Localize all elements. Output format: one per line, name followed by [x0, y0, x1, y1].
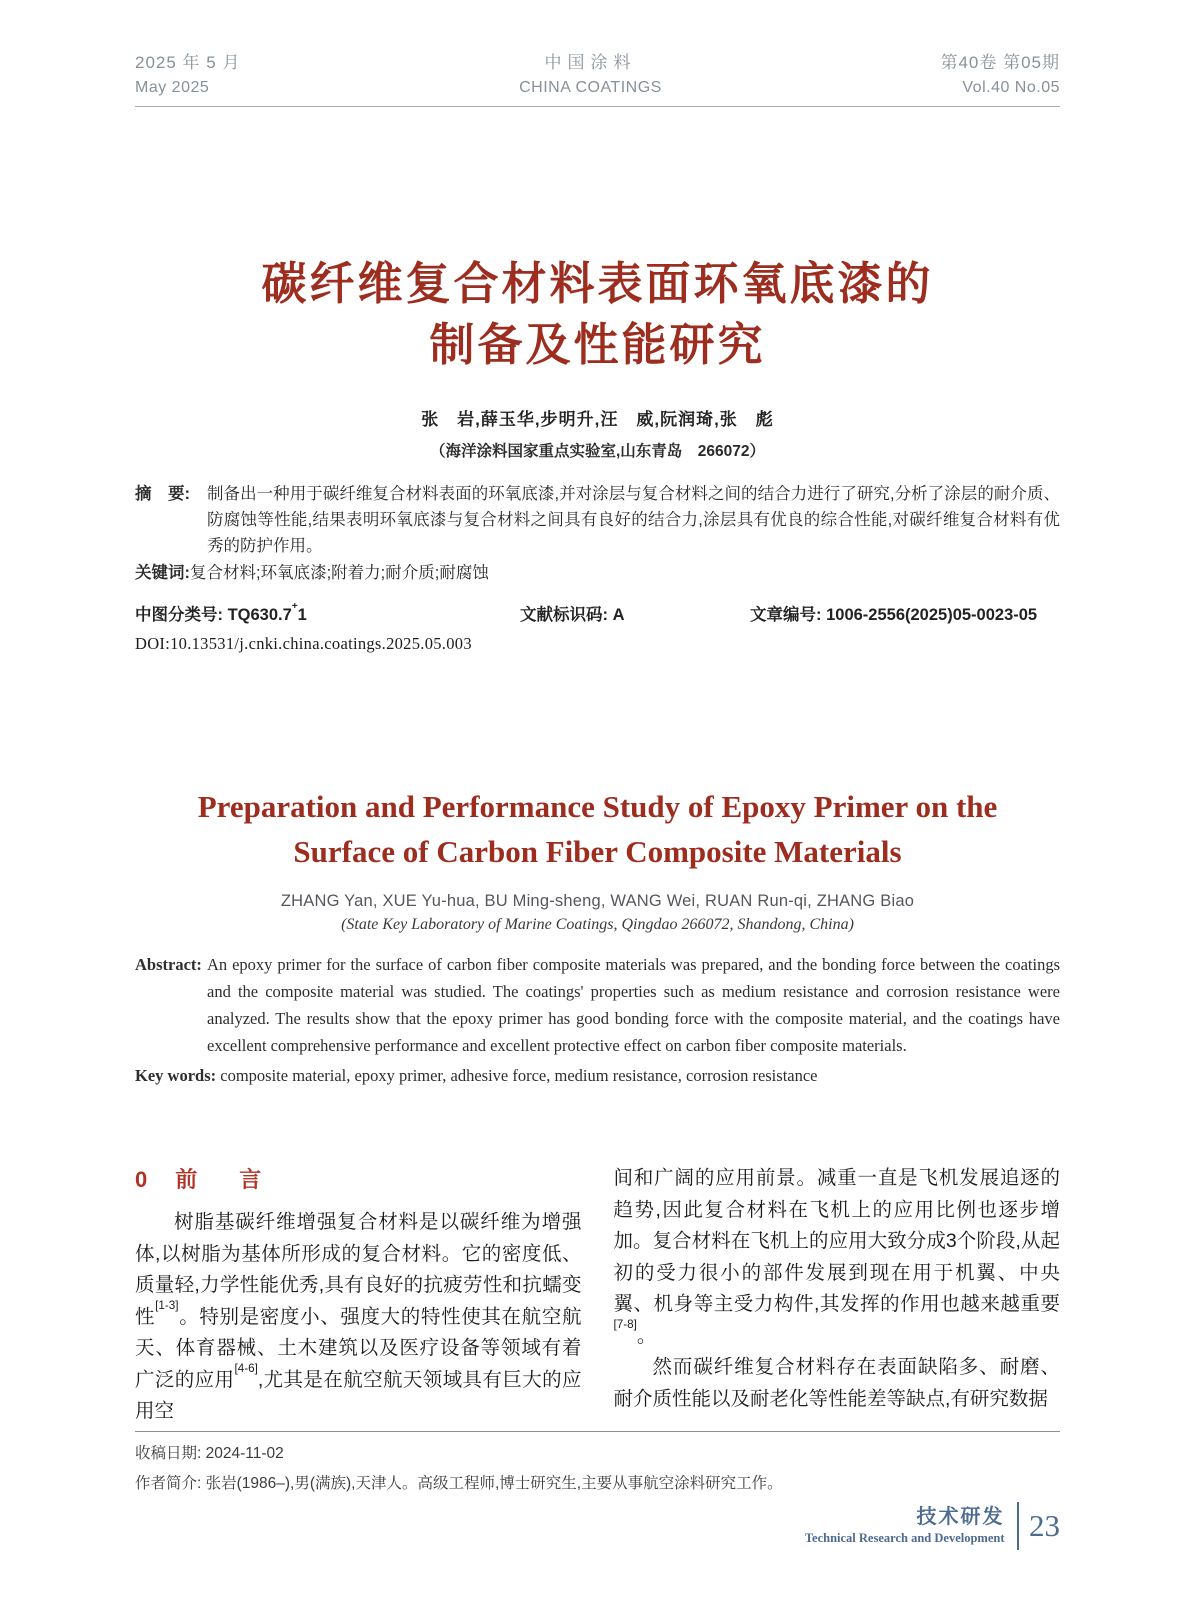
meta-row: [135, 601, 1060, 625]
affiliation-zh: （海洋涂料国家重点实验室,山东青岛 266072）: [429, 443, 766, 460]
body-columns: [135, 1163, 1060, 1428]
authors-en: ZHANG Yan, XUE Yu-hua, BU Ming-sheng, WANG Wei, RUAN Run-qi, ZHANG Biao: [280, 892, 915, 910]
abstract-zh-text: 制备出一种用于碳纤维复合材料表面的环氧底漆,并对涂层与复合材料之间的结合力进行了研究,分析了涂层的耐介质、防腐蚀等性能,结果表明环氧底漆与复合材料之间具有良好的结合力,涂层具有优良的综合性能,对碳纤维复合材料有优秀的防护作用。: [207, 485, 1060, 555]
article-title-zh-line2: 制备及性能研究: [429, 319, 766, 370]
header-issue-en: Vol.40 No.05: [962, 79, 1060, 96]
abstract-en: [135, 951, 1060, 1059]
affiliation-en: (State Key Laboratory of Marine Coatings, Qingdao 266072, Shandong, China): [341, 916, 854, 933]
keywords-en-label: Key words:: [135, 1066, 217, 1085]
article-title-zh-line1: 碳纤维复合材料表面环氧底漆的: [261, 258, 934, 309]
header-issue-zh: 第40卷 第05期: [940, 53, 1060, 72]
document-code-label: 文献标识码:: [520, 606, 613, 624]
header-journal-en: CHINA COATINGS: [519, 79, 662, 96]
clc-label: 中图分类号:: [135, 606, 228, 624]
clc-number: [135, 601, 520, 625]
footer-section-labels: [805, 1505, 1017, 1547]
section-heading: [135, 1163, 582, 1194]
abstract-zh: [135, 481, 1060, 559]
article-id-value: 1006-2556(2025)05-0023-05: [826, 606, 1038, 624]
article-title-zh: [135, 253, 1060, 375]
doi: DOI:10.13531/j.cnki.china.coatings.2025.05.003: [135, 634, 472, 653]
section-number: 0: [135, 1167, 150, 1192]
journal-header: [135, 0, 1060, 107]
author-bio-value: 张岩(1986–),男(满族),天津人。高级工程师,博士研究生,主要从事航空涂料研究工作。: [205, 1474, 783, 1492]
abstract-en-text: An epoxy primer for the surface of carbon fiber composite materials was prepared, and the bonding force between the coatings and the composite material was studied. The coatings' properties such as medium resistance and corrosion resistance were analyzed. The results show that the epoxy primer has good bonding force with the composite material, and the coatings have excellent comprehensive performance and excellent protective effect on carbon fiber composite materials.: [207, 955, 1060, 1055]
abstract-zh-block: [135, 481, 1060, 586]
author-bio: [135, 1469, 1060, 1499]
page-number: 23: [1029, 1508, 1060, 1543]
keywords-en: [135, 1062, 1060, 1089]
keywords-zh-label: 关键词:: [135, 564, 190, 582]
paragraph: 间和广阔的应用前景。减重一直是飞机发展追逐的趋势,因此复合材料在飞机上的应用比例也逐步增加。复合材料在飞机上的应用大致分成3个阶段,从起初的受力很小的部件发展到现在用于机翼、中央翼、机身等主受力构件,其发挥的作用也越来越重要[7-8]。: [613, 1167, 1060, 1347]
header-date-zh: 2025 年 5 月: [135, 53, 241, 72]
author-bio-label: 作者简介:: [135, 1474, 206, 1492]
keywords-zh: [135, 560, 1060, 586]
keywords-zh-text: 复合材料;环氧底漆;附着力;耐介质;耐腐蚀: [190, 564, 489, 582]
article-id-label: 文章编号:: [750, 606, 827, 624]
paragraph: 树脂基碳纤维增强复合材料是以碳纤维为增强体,以树脂为基体所形成的复合材料。它的密度低、质量轻,力学性能优秀,具有良好的抗疲劳性和抗蠕变性[1-3]。特别是密度小、强度大的特性使其在航空航天、体育器械、土木建筑以及医疗设备等领域有着广泛的应用[4-6],尤其是在航空航天领域具有巨大的应用空: [135, 1211, 582, 1422]
paragraph: 然而碳纤维复合材料存在表面缺陷多、耐磨、耐介质性能以及耐老化等性能差等缺点,有研究数据: [613, 1356, 1060, 1410]
authors-zh: 张 岩,薛玉华,步明升,汪 威,阮润琦,张 彪: [421, 410, 774, 429]
document-code: [520, 601, 750, 625]
footer-section-zh: 技术研发: [916, 1506, 1005, 1528]
section-title: 前 言: [175, 1167, 272, 1192]
document-code-value: A: [612, 606, 625, 624]
abstract-en-block: [135, 951, 1060, 1089]
keywords-en-text: composite material, epoxy primer, adhesive force, medium resistance, corrosion resistance: [216, 1066, 818, 1085]
header-issue: [940, 50, 1060, 100]
abstract-zh-label: 摘 要:: [135, 485, 190, 503]
received-date-label: 收稿日期:: [135, 1444, 206, 1462]
header-journal-zh: 中国涂料: [544, 53, 637, 72]
abstract-en-label: Abstract:: [135, 955, 202, 974]
footer-section-en: Technical Research and Development: [804, 1531, 1005, 1545]
received-date-value: 2024-11-02: [205, 1444, 284, 1462]
footnote-divider: [135, 1431, 1060, 1432]
header-journal-name: [519, 50, 662, 100]
article-title-en: Preparation and Performance Study of Epoxy Primer on the Surface of Carbon Fiber Composite Materials: [197, 789, 998, 869]
header-date: [135, 50, 240, 100]
article-id: [750, 601, 1060, 625]
clc-value: TQ630.7+1: [227, 600, 307, 624]
header-date-en: May 2025: [135, 79, 210, 96]
received-date: [135, 1439, 1060, 1469]
left-column: [135, 1163, 582, 1428]
right-column: [614, 1163, 1061, 1428]
footnote-block: [135, 1439, 1060, 1499]
page-footer: [805, 1502, 1060, 1550]
